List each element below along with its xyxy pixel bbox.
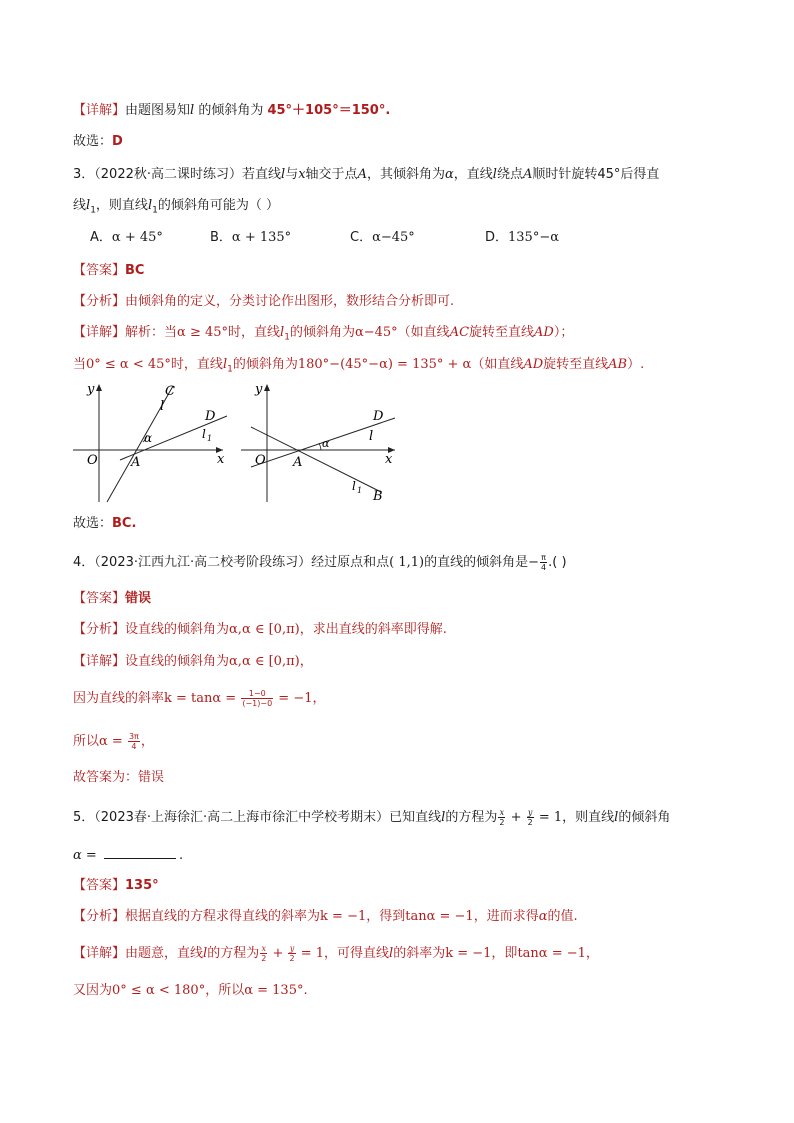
svg-text:C: C <box>165 384 175 399</box>
svg-text:O: O <box>87 453 98 468</box>
svg-text:D: D <box>205 409 216 424</box>
svg-text:l: l <box>202 427 206 441</box>
svg-text:x: x <box>217 452 225 467</box>
p4-final-line: 故答案为：错误 <box>73 770 165 785</box>
p5-analysis-line: 【分析】根据直线的方程求得直线的斜率为k = −1，得到tanα = −1，进而求得α的值. <box>73 909 578 924</box>
p4-so-line: 所以α = $\frac{3\pi}{4}$ ， <box>73 732 154 751</box>
p2-choice-line: 故选：D <box>73 134 123 149</box>
analysis-tag: 【分析】 <box>73 294 126 309</box>
p5-last-line: 又因为0° ≤ α < 180°，所以α = 135°. <box>73 983 308 998</box>
svg-text:1: 1 <box>207 434 213 443</box>
p3-answer-line: 【答案】BC <box>73 263 145 278</box>
p5-stem-line2: α = . <box>73 848 184 863</box>
p3-stem-line2: 线$l_1$，则直线$l_1$的倾斜角可能为（ ） <box>73 198 279 216</box>
p5-stem-line1: 5．（2023春·上海徐汇·高二上海市徐汇中学校考期末）已知直线l的方程为 $\frac{x}{2}$ + $\frac{y}{2}$ = 1，则直线l的倾斜角 <box>73 808 671 827</box>
option-a: A．α + 45° <box>90 230 163 245</box>
option-c: C．α−45° <box>350 230 415 245</box>
option-d: D．135°−α <box>485 230 559 245</box>
svg-text:1: 1 <box>357 486 363 495</box>
svg-text:D: D <box>373 409 384 424</box>
svg-text:l: l <box>160 399 165 414</box>
svg-text:A: A <box>293 455 303 470</box>
svg-text:l: l <box>352 479 356 493</box>
p3-choice-line: 故选：BC. <box>73 516 137 531</box>
inclination-figures <box>65 380 400 505</box>
detail-tag: 【详解】 <box>73 103 126 118</box>
svg-text:A: A <box>131 455 141 470</box>
p5-answer-line: 【答案】135° <box>73 878 159 893</box>
svg-text:O: O <box>255 453 266 468</box>
figure-1 <box>73 382 227 502</box>
p3-stem-line1: 3．（2022秋·高二课时练习）若直线l与x轴交于点A，其倾斜角为α，直线l绕点A顺时针旋转45°后得直 <box>73 167 660 182</box>
svg-text:l: l <box>369 429 374 444</box>
answer-tag: 【答案】 <box>73 263 126 278</box>
svg-text:x: x <box>385 452 393 467</box>
svg-text:y: y <box>255 382 263 397</box>
p3-analysis-line: 【分析】由倾斜角的定义，分类讨论作出图形，数形结合分析即可. <box>73 294 455 309</box>
svg-text:B: B <box>373 489 383 504</box>
svg-text:α: α <box>322 437 330 450</box>
p4-stem-line: 4．（2023·江西九江·高二校考阶段练习）经过原点和点( 1,1)的直线的倾斜角是− $\frac{\pi}{4}$ .( ) <box>73 553 567 572</box>
p4-answer-line: 【答案】错误 <box>73 591 152 606</box>
answer-blank[interactable] <box>104 846 176 859</box>
p3-detail-line2: 当0° ≤ α < 45°时，直线$l_1$的倾斜角为180°−(45°−α) = 135° + α（如直线AD旋转至直线AB）. <box>73 357 645 375</box>
p2-detail-line: 【详解】由题图易知l 的倾斜角为 45°＋105°＝150°. <box>73 103 391 118</box>
fig1-y-arrow-icon <box>96 384 102 391</box>
p5-detail-line: 【详解】由题意，直线l的方程为 $\frac{x}{2}$ + $\frac{y}{2}$ = 1，可得直线l的斜率为k = −1，即tanα = −1， <box>73 944 599 963</box>
p4-analysis-line: 【分析】设直线的倾斜角为α,α ∈ [0,π)，求出直线的斜率即得解. <box>73 622 447 637</box>
option-b: B．α + 135° <box>210 230 292 245</box>
fig2-line-l1 <box>251 427 381 492</box>
svg-text:α: α <box>144 431 153 445</box>
p4-slope-line: 因为直线的斜率k = tanα = $\frac{1-0}{(-1)-0}$ = −1， <box>73 689 326 708</box>
fig2-y-arrow-icon <box>264 384 270 391</box>
fig2-angle-arc <box>319 443 321 450</box>
p4-detail-line: 【详解】设直线的倾斜角为α,α ∈ [0,π)， <box>73 654 313 669</box>
figure-2 <box>241 382 395 504</box>
svg-text:y: y <box>87 382 95 397</box>
p3-detail-line1: 【详解】解析：当α ≥ 45°时，直线$l_1$的倾斜角为α−45°（如直线AC旋转至直线AD）； <box>73 325 574 343</box>
